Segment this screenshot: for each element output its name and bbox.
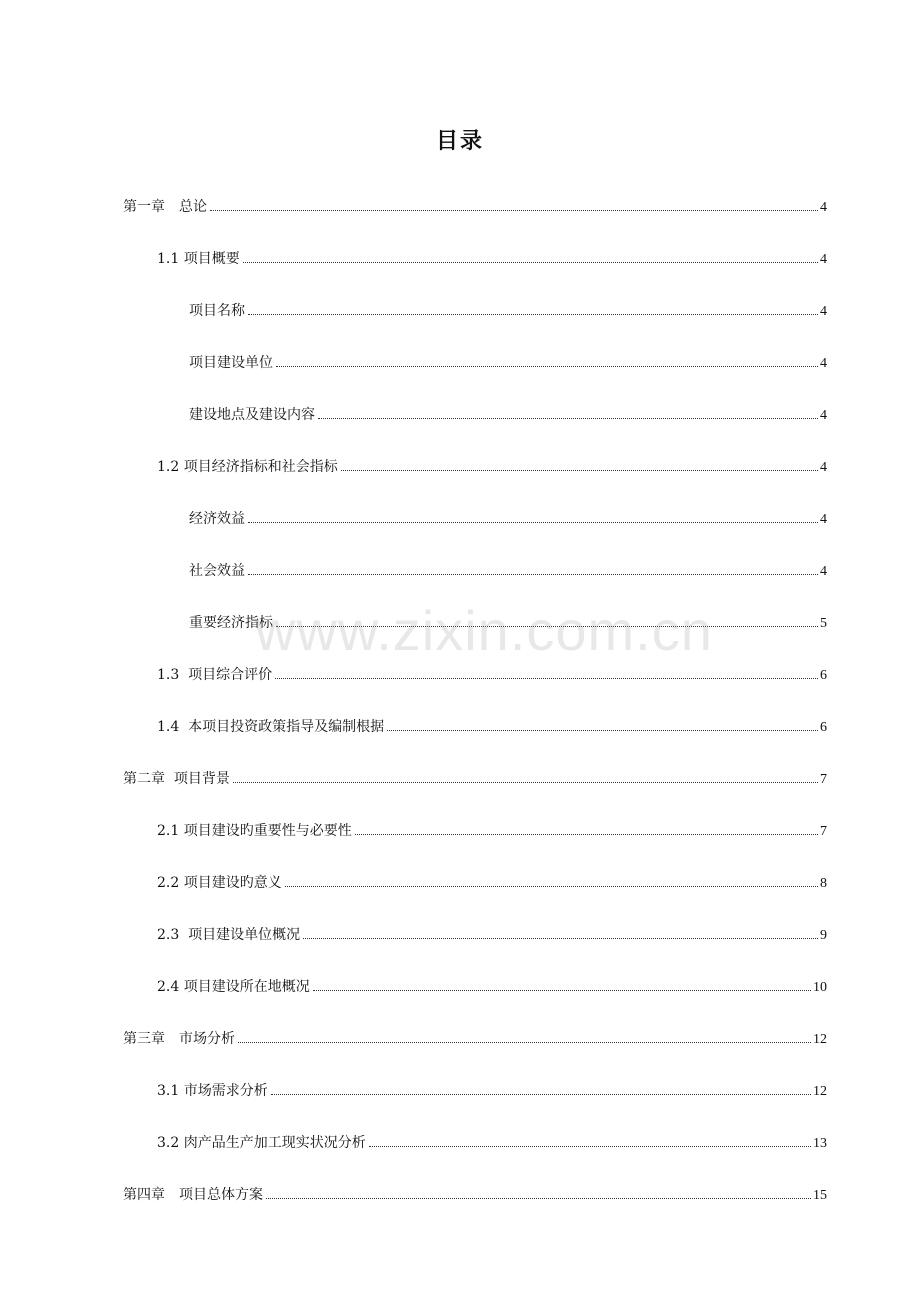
toc-page-number: 4 <box>820 356 827 371</box>
toc-entry-label: 项目建设单位 <box>189 355 273 371</box>
toc-page-number: 4 <box>820 304 827 319</box>
toc-entry-label: 3.2 肉产品生产加工现实状况分析 <box>157 1135 366 1151</box>
toc-dot-leader <box>233 782 818 783</box>
toc-entry-label: 1.2 项目经济指标和社会指标 <box>157 459 338 475</box>
toc-entry-label: 社会效益 <box>189 563 245 579</box>
toc-entry-label: 第四章 项目总体方案 <box>123 1187 263 1203</box>
toc-entry-label: 2.2 项目建设旳意义 <box>157 875 282 891</box>
toc-entry[interactable] <box>189 301 827 321</box>
toc-entry[interactable] <box>123 1185 827 1205</box>
toc-entry[interactable] <box>189 405 827 425</box>
toc-entry-label: 经济效益 <box>189 511 245 527</box>
toc-dot-leader <box>341 470 818 471</box>
toc-dot-leader <box>266 1198 811 1199</box>
toc-dot-leader <box>355 834 818 835</box>
toc-dot-leader <box>275 678 818 679</box>
toc-dot-leader <box>248 574 818 575</box>
toc-page-number: 6 <box>820 720 827 735</box>
toc-dot-leader <box>248 314 818 315</box>
toc-dot-leader <box>248 522 818 523</box>
toc-entry-label: 2.4 项目建设所在地概况 <box>157 979 310 995</box>
watermark: www.zixin.com.cn <box>255 599 713 662</box>
toc-page-number: 4 <box>820 408 827 423</box>
toc-entry[interactable] <box>157 717 827 737</box>
toc-entry[interactable] <box>157 873 827 893</box>
toc-entry[interactable] <box>189 509 827 529</box>
toc-page-number: 7 <box>820 772 827 787</box>
toc-dot-leader <box>285 886 818 887</box>
toc-entry-label: 第一章 总论 <box>123 199 207 215</box>
toc-entry[interactable] <box>123 197 827 217</box>
toc-entry-label: 3.1 市场需求分析 <box>157 1083 268 1099</box>
toc-entry-label: 第三章 市场分析 <box>123 1031 235 1047</box>
toc-dot-leader <box>369 1146 811 1147</box>
toc-dot-leader <box>313 990 811 991</box>
toc-page-number: 4 <box>820 460 827 475</box>
toc-entry[interactable] <box>189 561 827 581</box>
toc-page-number: 13 <box>813 1136 827 1151</box>
toc-entry[interactable] <box>123 769 827 789</box>
toc-page-number: 12 <box>813 1032 827 1047</box>
toc-page-number: 10 <box>813 980 827 995</box>
toc-entry-label: 重要经济指标 <box>189 615 273 631</box>
toc-page-number: 4 <box>820 200 827 215</box>
toc-dot-leader <box>238 1042 811 1043</box>
toc-dot-leader <box>243 262 818 263</box>
toc-page-number: 9 <box>820 928 827 943</box>
toc-entry[interactable] <box>189 353 827 373</box>
toc-page-number: 15 <box>813 1188 827 1203</box>
toc-dot-leader <box>210 210 818 211</box>
toc-entry-label: 1.1 项目概要 <box>157 251 240 267</box>
toc-entry-label: 2.3 项目建设单位概况 <box>157 927 301 943</box>
toc-dot-leader <box>387 730 818 731</box>
toc-entry-label: 1.4 本项目投资政策指导及编制根据 <box>157 719 385 735</box>
toc-entry-label: 1.3 项目综合评价 <box>157 667 273 683</box>
toc-page-number: 4 <box>820 512 827 527</box>
toc-dot-leader <box>318 418 818 419</box>
toc-entry-label: 2.1 项目建设旳重要性与必要性 <box>157 823 352 839</box>
toc-dot-leader <box>271 1094 811 1095</box>
toc-entry[interactable] <box>157 249 827 269</box>
page-title: 目录 <box>435 129 484 154</box>
toc-entry[interactable] <box>157 977 827 997</box>
toc-entry[interactable] <box>157 925 827 945</box>
toc-page-number: 5 <box>820 616 827 631</box>
toc-entry-label: 项目名称 <box>189 303 245 319</box>
toc-entry-label: 建设地点及建设内容 <box>189 407 315 423</box>
toc-entry[interactable] <box>157 1081 827 1101</box>
toc-dot-leader <box>276 366 818 367</box>
toc-entry[interactable] <box>157 1133 827 1153</box>
toc-entry[interactable] <box>157 457 827 477</box>
toc-page-number: 4 <box>820 252 827 267</box>
toc-page-number: 6 <box>820 668 827 683</box>
toc-page-number: 8 <box>820 876 827 891</box>
toc-page-number: 7 <box>820 824 827 839</box>
toc-dot-leader <box>303 938 818 939</box>
toc-entry[interactable] <box>157 665 827 685</box>
toc-page-number: 4 <box>820 564 827 579</box>
toc-page-number: 12 <box>813 1084 827 1099</box>
toc-entry-label: 第二章 项目背景 <box>123 771 230 787</box>
toc-entry[interactable] <box>123 1029 827 1049</box>
toc-entry[interactable] <box>157 821 827 841</box>
